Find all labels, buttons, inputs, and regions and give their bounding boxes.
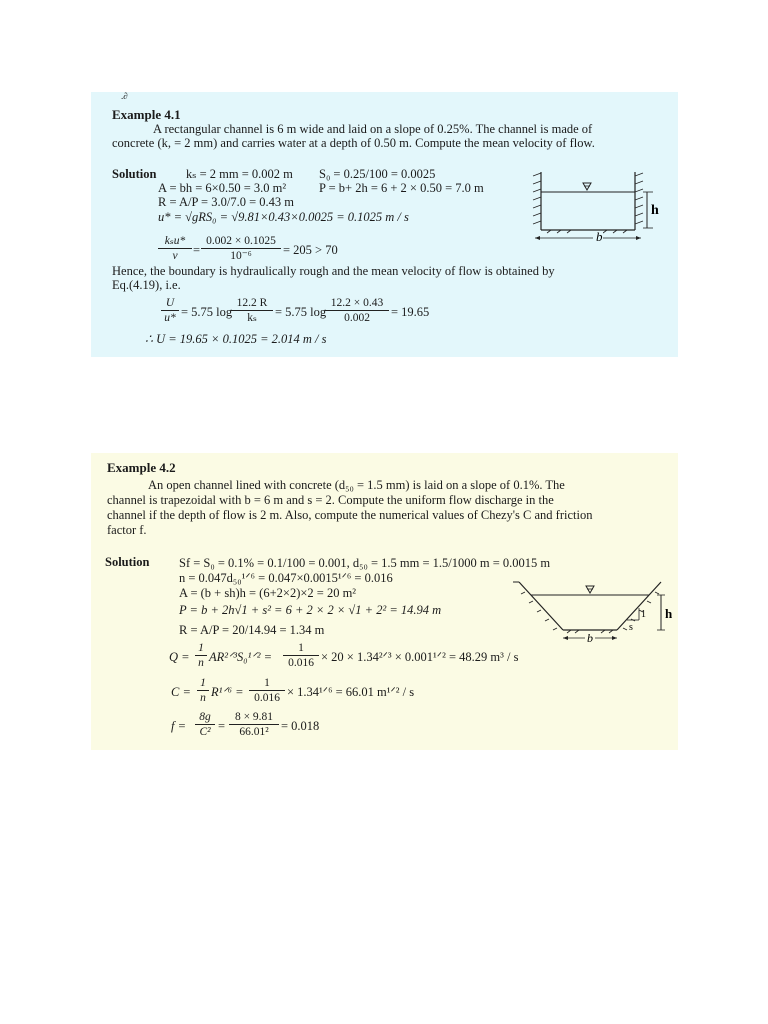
figure-h-label: h [665,606,673,621]
q-fraction-1-denominator: n [198,657,204,669]
hence-line-1: Hence, the boundary is hydraulically rough and the mean velocity of flow is obtained by [112,264,555,278]
q-fraction-2-numerator: 1 [298,642,304,654]
manning-n-line: n = 0.047d₅₀¹ᐟ⁶ = 0.047×0.0015¹ᐟ⁶ = 0.016 [179,571,393,585]
figure-b-label: b [596,229,603,244]
f-result: = 0.018 [281,719,320,733]
example-4-2-card [91,453,678,750]
c-lhs: C = [171,685,191,699]
scribble-mark: .∂ [121,91,128,101]
reynolds-result: = 205 > 70 [283,243,338,257]
log-term-1: = 5.75 log [181,305,233,319]
log-result: = 19.65 [391,305,430,319]
c-fraction-2 [249,677,285,704]
log-denominator-1: kₛ [247,312,257,324]
f-fraction-2-denominator: 66.01² [239,726,269,738]
problem-line-1: A rectangular channel is 6 m wide and laid on a slope of 0.25%. The channel is made of [153,122,593,136]
q-fraction-1 [195,642,207,669]
log-numerator-1: 12.2 R [236,297,268,309]
u-ratio-numerator: U [165,297,175,309]
figure-b-label: b [587,631,593,645]
log-fraction-1 [231,297,273,324]
c-fraction-1-denominator: n [200,692,206,704]
area-line: A = (b + sh)h = (6+2×2)×2 = 20 m² [179,586,357,600]
c-middle: R¹ᐟ⁶ = [211,685,244,699]
final-velocity-line: ∴ U = 19.65 × 0.1025 = 2.014 m / s [145,332,327,346]
q-fraction-2 [283,642,319,669]
q-result: × 20 × 1.34²ᐟ³ × 0.001¹ᐟ² = 48.29 m³ / s [321,650,519,664]
radius-line: R = A/P = 20/14.94 = 1.34 m [179,623,325,637]
reynolds-lhs-numerator: kₛu* [164,235,186,247]
hence-line-2: Eq.(4.19), i.e. [112,278,181,292]
reynolds-denominator: 10⁻⁶ [230,250,252,262]
log-numerator-2: 12.2 × 0.43 [330,297,384,309]
reynolds-lhs-fraction [158,235,192,262]
shear-velocity-line: u* = √gRS₀ = √9.81×0.43×0.0025 = 0.1025 m / s [158,210,409,224]
f-fraction-2 [229,711,279,738]
c-result: × 1.34¹ᐟ⁶ = 66.01 m¹ᐟ² / s [287,685,415,699]
radius-line: R = A/P = 3.0/7.0 = 0.43 m [158,195,294,209]
problem-line-2: channel is trapezoidal with b = 6 m and s = 2. Compute the uniform flow discharge in the [107,493,554,507]
log-term-2: = 5.75 log [275,305,327,319]
figure-s-label: s [629,622,633,633]
f-fraction-1-denominator: C² [199,726,211,738]
problem-line-4: factor f. [107,523,147,537]
example-title: Example 4.1 [112,107,181,122]
f-equals: = [218,719,226,733]
q-middle: AR²ᐟ³S₀¹ᐟ² = [209,650,273,664]
perimeter-line: P = b + 2h√1 + s² = 6 + 2 × 2 × √1 + 2² = 14.94 m [179,603,442,617]
area-line: A = bh = 6×0.50 = 3.0 m² [158,181,287,195]
trapezoidal-channel-figure [511,578,671,658]
solution-label: Solution [112,167,157,181]
reynolds-numerator: 0.002 × 0.1025 [206,235,276,247]
ks-line: kₛ = 2 mm = 0.002 m [186,167,293,181]
solution-label: Solution [105,555,150,569]
c-fraction-2-denominator: 0.016 [254,692,280,704]
s0-line: S₀ = 0.25/100 = 0.0025 [319,167,436,181]
c-fraction-1-numerator: 1 [200,677,206,689]
f-fraction-1-numerator: 8g [199,711,211,723]
log-denominator-2: 0.002 [344,312,370,324]
c-fraction-2-numerator: 1 [264,677,270,689]
reynolds-lhs-denominator: ν [172,250,178,262]
perimeter-line: P = b+ 2h = 6 + 2 × 0.50 = 7.0 m [319,181,484,195]
figure-one-label: 1 [641,609,646,620]
log-fraction-2 [325,297,389,324]
q-lhs: Q = [169,650,190,664]
c-fraction-1 [197,677,209,704]
u-ratio-denominator: u* [164,312,176,324]
rectangular-channel-figure [533,170,673,242]
q-fraction-2-denominator: 0.016 [288,657,314,669]
figure-h-label: h [651,203,659,218]
example-title: Example 4.2 [107,460,176,475]
f-fraction-2-numerator: 8 × 9.81 [234,711,274,723]
example-4-1-card: .∂ Example 4.1 A rectangular channel is 6 m wide and laid on a slope of 0.25%. The channel is made of concrete (k, = 2 mm) and carries water at a depth of 0.50 m. Compute the mean velocity of flow. Solution kₛ = 2 mm = 0.002 m S₀ = 0.25/100 = 0.0025 A = bh = 6×0.50 = 3.0 m² P = b+ 2h = 6 + 2 × 0.50 = 7.0 m R = A/P = 3.0/7.0 = 0.43 m u* = √gRS₀ = √9.81×0.43×0.0025 = 0.1025 m / s kₛu* ν = 0.002 × 0.1025 10⁻⁶ = 205 > 70 Hence, the boundary is hydraulically rough and the mean velocity of flow is obtained by Eq.(4.19), i.e. U u* = 5.75 log 12.2 R kₛ = 5.75 log 12.2 × 0.43 0.002 = 19.65 ∴ U = 19.65 × 0.1025 = 2.014 m / s b h [91,92,678,357]
reynolds-fraction [201,235,281,262]
problem-line-3: channel if the depth of flow is 2 m. Also, compute the numerical values of Chezy's C and friction [107,508,593,522]
problem-line-2: concrete (k, = 2 mm) and carries water at a depth of 0.50 m. Compute the mean velocity of flow. [112,136,595,150]
problem-line-1: An open channel lined with concrete (d₅₀ = 1.5 mm) is laid on a slope of 0.1%. The [148,478,565,492]
f-lhs: f = [171,719,187,733]
u-ratio-fraction [161,297,179,324]
slope-line: Sf = S₀ = 0.1% = 0.1/100 = 0.001, d₅₀ = 1.5 mm = 1.5/1000 m = 0.0015 m [179,556,551,570]
f-fraction-1 [195,711,215,738]
q-fraction-1-numerator: 1 [198,642,204,654]
